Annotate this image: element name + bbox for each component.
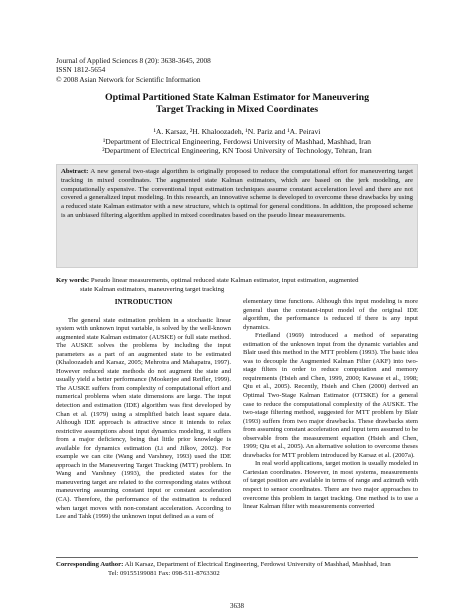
keywords (56, 277, 418, 295)
title-line-1: Optimal Partitioned State Kalman Estimator for Maneuvering (104, 92, 370, 103)
corresponding-author (56, 561, 391, 578)
journal-header (56, 56, 211, 84)
title-line-2: Target Tracking in Mixed Coordinates (155, 104, 319, 115)
right-column (243, 298, 418, 512)
author-names: ¹A. Karsaz, ²H. Khaloozadeh, ¹N. Pariz and ¹A. Peiravi (153, 127, 321, 136)
keywords-line-2: state Kalman estimators, maneuvering target tracking (80, 285, 225, 293)
page-number: 3638 (230, 602, 244, 610)
abstract-text: A new general two-stage algorithm is originally proposed to reduce the computational effort for maneuvering target tracking in mixed coordinates. The augmented state Kalman estimators, which are based on the jerk modeling, are computationally expensive. The conventional input estimation techniques assume constant acceleration level and there are not covered a generalized input modeling. In this research, an innovative scheme is developed to overcome these drawbacks by using a reduced state Kalman estimator with a new structure, which is optimal for general conditions. In addition, the proposed scheme is an unbiased filtering algorithm applied in mixed coordinates based on the pseudo linear measurements. (61, 168, 413, 219)
keywords-label: Key words: (56, 277, 90, 284)
intro-paragraph-2: Friedland (1969) introduced a method of separating estimation of the unknown input from the dynamic variables and Blair used this method in the MTT problem (1993). The basic idea was to decouple the Augmented Kalman Filter (AKF) into two-stage filters in order to reduce computation and memory requirements (Hsieh and Chen, 1999, 2000; Kawase et al., 1998; Qiu et al., 2005). Recently, Hsieh and Chen (2000) derived an Optimal Two-Stage Kalman Estimator (OTSKE) for a general case to reduce the computational complexity of the AUSKE. The two-stage filtering method, suggested for MTT problem by Blair (1993) suffers from two major drawbacks. These drawbacks stem from assuming constant acceleration and input term assumed to be observable from the measurement equation (Hsieh and Chen, 1999; Qiu et al., 2005). An alternative solution to overcome theses drawbacks for MTT problem introduced by Karsaz et al. (2007a). (243, 332, 418, 459)
corresponding-author-label: Corresponding Author: (56, 561, 124, 568)
intro-paragraph-1: The general state estimation problem in a stochastic linear system with unknown input variable, is solved by the well-known augmented state Kalman estimator (AUSKE) or full state method. The AUSKE solves the problems by including the input parameters as a part of an augmented state to be estimated (Khaloozadeh and Karsaz, 2005; Mehrotra and Mahapatra, 1997). However reduced state methods do not augment the state and usually yield a better performance (Mookerjee and Reifler, 1999). The AUSKE suffers from complexity of computational effort and numerical problems when state dimensions are large. The input detection and estimation (IDE) algorithm was first developed by Chan et al. (1979) using a simplified batch least square data. Although IDE approach is attractive since it intends to relax restrictive assumptions about input dynamics modeling, it suffers from a major deficiency, being that little prior knowledge is available for dynamics estimation (Li and Jilkov, 2002). For example we can cite (Wang and Varshney, 1993) used the IDE approach in the Maneuvering Target Tracking (MTT) problem. In Wang and Varshney (1993), the predicted states for the maneuvering target are related to the corresponding states without maneuvering assuming constant input or constant acceleration (CA). Therefore, the performance of the estimation is reduced when target moves with non-constant acceleration. According to Lee and Tahk (1999) the unknown input defined as a sum of (56, 316, 231, 521)
abstract-box (56, 164, 418, 268)
journal-copyright: © 2008 Asian Network for Scientific Information (56, 74, 201, 84)
journal-citation: Journal of Applied Sciences 8 (20): 3638-3645, 2008 (56, 56, 211, 65)
footnote-rule (56, 557, 418, 558)
corresponding-author-contact: Tel: 09155199081 Fax: 098-511-8763302 (108, 569, 220, 577)
intro-paragraph-continued: elementary time functions. Although this input modeling is more general than the constant-input model of the original IDE algorithm, the performance is reduced if there is any input dynamics. (243, 298, 418, 331)
keywords-line-1: Pseudo linear measurements, optimal reduced state Kalman estimator, input estimation, augmented (90, 277, 359, 284)
intro-paragraph-3: In real world applications, target motion is usually modeled in Cartesian coordinates. However, in most systems, measurements of target position are available in terms of range and azimuth with respect to sensor coordinates. There are two major approaches to overcome this problem in target tracking. One method is to use a linear Kalman filter with measurements converted (243, 460, 418, 511)
corresponding-author-address: Ali Karsaz, Department of Electrical Engineering, Ferdowsi University of Mashhad, Mashhad, Iran (124, 561, 391, 568)
paper-title (40, 92, 434, 116)
left-column (56, 298, 231, 522)
journal-issn: ISSN 1812-5654 (56, 65, 106, 75)
section-heading-introduction: INTRODUCTION (114, 298, 173, 306)
abstract-label: Abstract: (61, 168, 89, 175)
affiliation-1: ¹Department of Electrical Engineering, Ferdowsi University of Mashhad, Mashhad, Iran (103, 136, 371, 146)
affiliation-2: ²Department of Electrical Engineering, KN Toosi University of Technology, Tehran, Iran (102, 146, 372, 156)
author-block (40, 127, 434, 156)
